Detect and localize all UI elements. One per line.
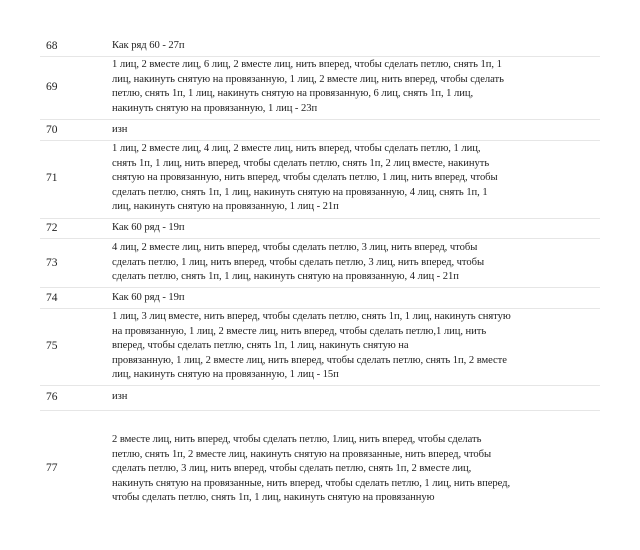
- instruction-line: сделать петлю, снять 1п, 1 лиц, накинуть снятую на провязанную, 4 лиц - 21п: [112, 271, 459, 282]
- instruction-line: на провязанную, 1 лиц, 2 вместе лиц, нить вперед, чтобы сделать петлю,1 лиц, нить: [112, 325, 487, 337]
- instruction-line: чтобы сделать петлю, снять 1п, 1 лиц, накинуть снятую на провязанную: [112, 492, 435, 503]
- row-divider: [40, 140, 600, 141]
- row-number: 75: [46, 340, 58, 352]
- instruction-line: снять 1п, 1 лиц, нить вперед, чтобы сделать петлю, снять 1п, 2 лиц вместе, накинуть: [112, 157, 490, 169]
- row-instructions: [112, 310, 598, 383]
- instruction-line: накинуть снятую на провязанную, 1 лиц - 23п: [112, 102, 318, 114]
- instruction-line: изн: [112, 124, 128, 135]
- row-divider: [40, 119, 600, 120]
- instruction-line: сделать петлю, 1 лиц, нить вперед, чтобы сделать петлю, 3 лиц, нить вперед, чтобы: [112, 256, 485, 268]
- instruction-line: провязанную, 1 лиц, 2 вместе лиц, нить вперед, чтобы сделать петлю, снять 1п, 2 вместе: [112, 354, 507, 366]
- instruction-line: 4 лиц, 2 вместе лиц, нить вперед, чтобы сделать петлю, 3 лиц, нить вперед, чтобы: [112, 242, 478, 253]
- instruction-line: лиц, накинуть снятую на провязанную, 1 лиц - 15п: [112, 369, 339, 380]
- row-instructions: [112, 241, 598, 285]
- instruction-line: петлю, снять 1п, 1 лиц, накинуть снятую на провязанную, 6 лиц, снять 1п, 1 лиц,: [112, 88, 474, 99]
- row-divider: [40, 238, 600, 239]
- instruction-line: Как 60 ряд - 19п: [112, 222, 185, 233]
- row-instructions: [112, 58, 598, 116]
- instruction-line: Как ряд 60 - 27п: [112, 40, 185, 51]
- row-number: 70: [46, 124, 58, 136]
- instruction-line: 1 лиц, 2 вместе лиц, 6 лиц, 2 вместе лиц, нить вперед, чтобы сделать петлю, снять 1п, 1: [112, 59, 502, 70]
- row-divider: [40, 308, 600, 309]
- instruction-line: 2 вместе лиц, нить вперед, чтобы сделать петлю, 1лиц, нить вперед, чтобы сделать: [112, 434, 482, 445]
- instruction-line: сделать петлю, 3 лиц, нить вперед, чтобы сделать петлю, снять 1п, 2 вместе лиц,: [112, 463, 472, 474]
- instruction-line: снятую на провязанную, нить вперед, чтобы сделать петлю, 1 лиц, нить вперед, чтобы: [112, 172, 498, 183]
- row-number: 72: [46, 222, 58, 234]
- row-number: 69: [46, 81, 58, 93]
- row-divider: [40, 218, 600, 219]
- row-divider: [40, 287, 600, 288]
- row-instructions: [112, 221, 598, 236]
- instruction-line: сделать петлю, снять 1п, 1 лиц, накинуть снятую на провязанную, 4 лиц, снять 1п, 1: [112, 186, 488, 198]
- instruction-line: Как 60 ряд - 19п: [112, 292, 185, 303]
- row-instructions: [112, 291, 598, 306]
- instruction-line: вперед, чтобы сделать петлю, снять 1п, 1 лиц, накинуть снятую на: [112, 340, 409, 351]
- row-instructions: [112, 390, 598, 405]
- row-divider: [40, 56, 600, 57]
- instruction-line: накинуть снятую на провязанные, нить вперед, чтобы сделать петлю, 1 лиц, нить вперед,: [112, 477, 511, 489]
- instruction-line: лиц, накинуть снятую на провязанную, 1 лиц - 21п: [112, 201, 339, 212]
- instruction-line: изн: [112, 391, 128, 402]
- row-number: 68: [46, 40, 58, 52]
- row-instructions: [112, 123, 598, 138]
- instruction-line: петлю, снять 1п, 2 вместе лиц, накинуть снятую на провязанные, нить вперед, чтобы: [112, 448, 492, 460]
- row-divider: [40, 385, 600, 386]
- row-instructions: [112, 142, 598, 215]
- row-number: 73: [46, 257, 58, 269]
- instruction-line: 1 лиц, 2 вместе лиц, 4 лиц, 2 вместе лиц, нить вперед, чтобы сделать петлю, 1 лиц,: [112, 143, 481, 154]
- row-number: 76: [46, 391, 58, 403]
- row-instructions: [112, 39, 598, 54]
- instruction-line: лиц, накинуть снятую на провязанную, 1 лиц, 2 вместе лиц, нить вперед, чтобы сделать: [112, 73, 504, 85]
- instruction-line: 1 лиц, 3 лиц вместе, нить вперед, чтобы сделать петлю, снять 1п, 1 лиц, накинуть снятую: [112, 311, 511, 322]
- row-instructions: [112, 433, 598, 506]
- row-number: 74: [46, 292, 58, 304]
- row-number: 71: [46, 172, 58, 184]
- row-divider: [40, 410, 600, 411]
- row-number: 77: [46, 462, 58, 474]
